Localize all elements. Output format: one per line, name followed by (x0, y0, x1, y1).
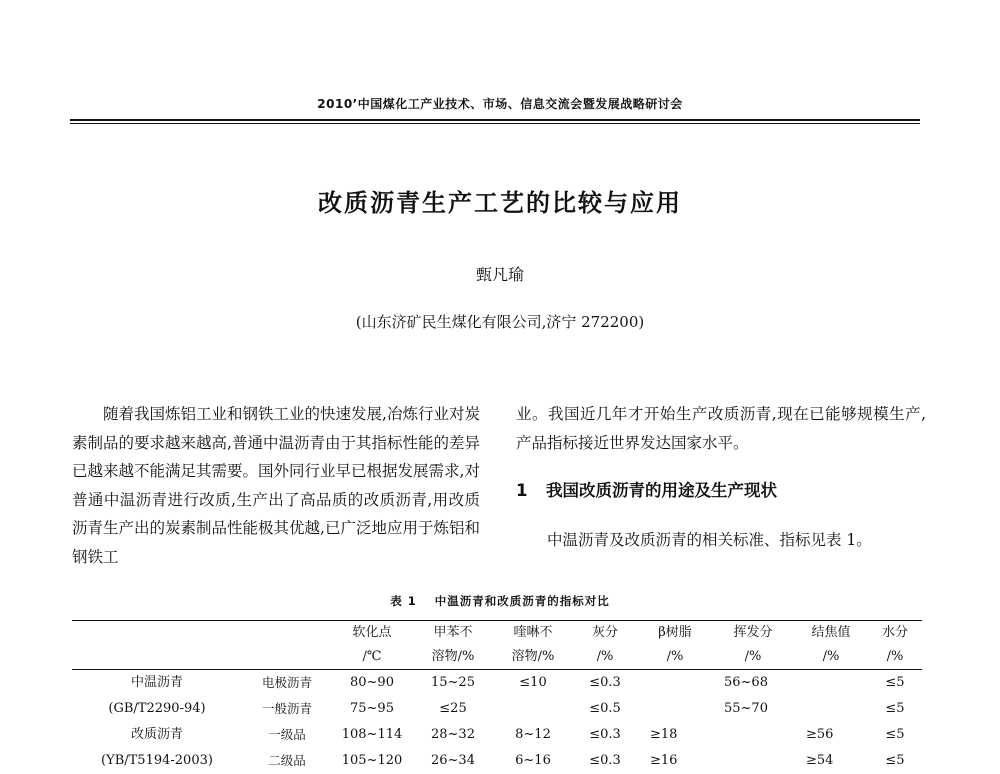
row-group: 改质沥青 (130, 727, 183, 742)
header-toluene-insoluble-unit: 溶物/% (412, 645, 494, 670)
table-cell: ≤0.3 (589, 675, 621, 690)
paper-title: 改质沥青生产工艺的比较与应用 (318, 189, 682, 217)
table-cell (794, 670, 868, 697)
header-empty-grade (242, 621, 332, 646)
table-cell: 15~25 (431, 675, 475, 690)
table-cell: ≤5 (885, 753, 905, 768)
table-cell: 55~70 (724, 701, 768, 716)
header-moisture: 水分 (868, 621, 922, 646)
table-cell: 80~90 (350, 675, 394, 690)
table-cell: ≥18 (650, 727, 678, 742)
table-cell (712, 722, 794, 748)
table-caption (0, 593, 1000, 609)
section-title: 我国改质沥青的用途及生产现状 (546, 481, 777, 500)
header-volatile: 挥发分 (712, 621, 794, 646)
table-cell: ≤0.3 (589, 753, 621, 768)
table-row (72, 748, 922, 774)
section-paragraph: 中温沥青及改质沥青的相关标准、指标见表 1。 (547, 530, 872, 549)
author-name: 甄凡瑜 (475, 265, 524, 284)
table-cell (494, 696, 572, 722)
table-cell: ≤5 (885, 727, 905, 742)
table-cell (712, 748, 794, 774)
header-moisture-unit: /% (868, 645, 922, 670)
row-grade: 一级品 (268, 727, 306, 742)
header-quinoline-insoluble-unit: 溶物/% (494, 645, 572, 670)
table-cell: 108~114 (341, 727, 403, 742)
header-coking-value: 结焦值 (794, 621, 868, 646)
row-group: 中温沥青 (130, 675, 183, 690)
table-cell: 28~32 (431, 727, 475, 742)
table-row (72, 696, 922, 722)
header-empty-group (72, 621, 242, 646)
header-softening-point: 软化点 (332, 621, 412, 646)
row-grade: 一般沥青 (261, 701, 312, 716)
table-cell: ≥54 (806, 753, 834, 768)
header-quinoline-insoluble: 喹啉不 (494, 621, 572, 646)
table-row (72, 722, 922, 748)
row-grade: 二级品 (268, 753, 306, 768)
table-caption-text: 中温沥青和改质沥青的指标对比 (434, 594, 610, 608)
table-row (72, 670, 922, 697)
header-volatile-unit: /% (712, 645, 794, 670)
row-group: (YB/T5194-2003) (101, 753, 213, 768)
header-coking-value-unit: /% (794, 645, 868, 670)
table-cell: ≤10 (519, 675, 547, 690)
table-cell: 105~120 (341, 753, 403, 768)
table-cell: 8~12 (515, 727, 551, 742)
table-cell: ≥16 (650, 753, 678, 768)
table-cell (638, 670, 712, 697)
header-beta-resin-unit: /% (638, 645, 712, 670)
header-beta-resin: β树脂 (638, 621, 712, 646)
header-softening-point-unit: /℃ (332, 645, 412, 670)
table-cell (794, 696, 868, 722)
author-affiliation: (山东济矿民生煤化有限公司,济宁 272200) (355, 313, 645, 331)
table-cell: ≤0.3 (589, 727, 621, 742)
header-rule-thin (70, 123, 920, 124)
intro-paragraph-continued: 业。我国近几年才开始生产改质沥青,现在已能够规模生产,产品指标接近世界发达国家水平。 (516, 405, 926, 452)
table-cell: 26~34 (431, 753, 475, 768)
comparison-table (72, 620, 922, 774)
row-group: (GB/T2290-94) (108, 701, 206, 716)
left-column (72, 400, 480, 571)
table-cell: 75~95 (350, 701, 394, 716)
header-ash-unit: /% (572, 645, 638, 670)
intro-paragraph: 随着我国炼铝工业和钢铁工业的快速发展,冶炼行业对炭素制品的要求越来越高,普通中温沥青由于其指标性能的差异已越来越不能满足其需要。国外同行业早已根据发展需求,对普通中温沥青进行改质,生产出了高品质的改质沥青,用改质沥青生产出的炭素制品性能极其优越,已广泛地应用于炼铝和钢铁工 (72, 405, 480, 566)
header-ash: 灰分 (572, 621, 638, 646)
row-grade: 电极沥青 (261, 675, 312, 690)
table-cell: ≤25 (439, 701, 467, 716)
conference-header: 2010’中国煤化工产业技术、市场、信息交流会暨发展战略研讨会 (317, 97, 683, 111)
table-cell: ≥56 (806, 727, 834, 742)
section-number: 1 (516, 481, 528, 500)
table-cell: 56~68 (724, 675, 768, 690)
table-cell: ≤5 (885, 675, 905, 690)
table-label: 表 1 (390, 594, 417, 608)
header-rule-thick (70, 119, 920, 121)
header-toluene-insoluble: 甲苯不 (412, 621, 494, 646)
section-heading (516, 477, 926, 506)
table-cell: ≤5 (885, 701, 905, 716)
table-cell: ≤0.5 (589, 701, 621, 716)
table-cell: 6~16 (515, 753, 551, 768)
right-column (516, 400, 926, 554)
table-cell (638, 696, 712, 722)
